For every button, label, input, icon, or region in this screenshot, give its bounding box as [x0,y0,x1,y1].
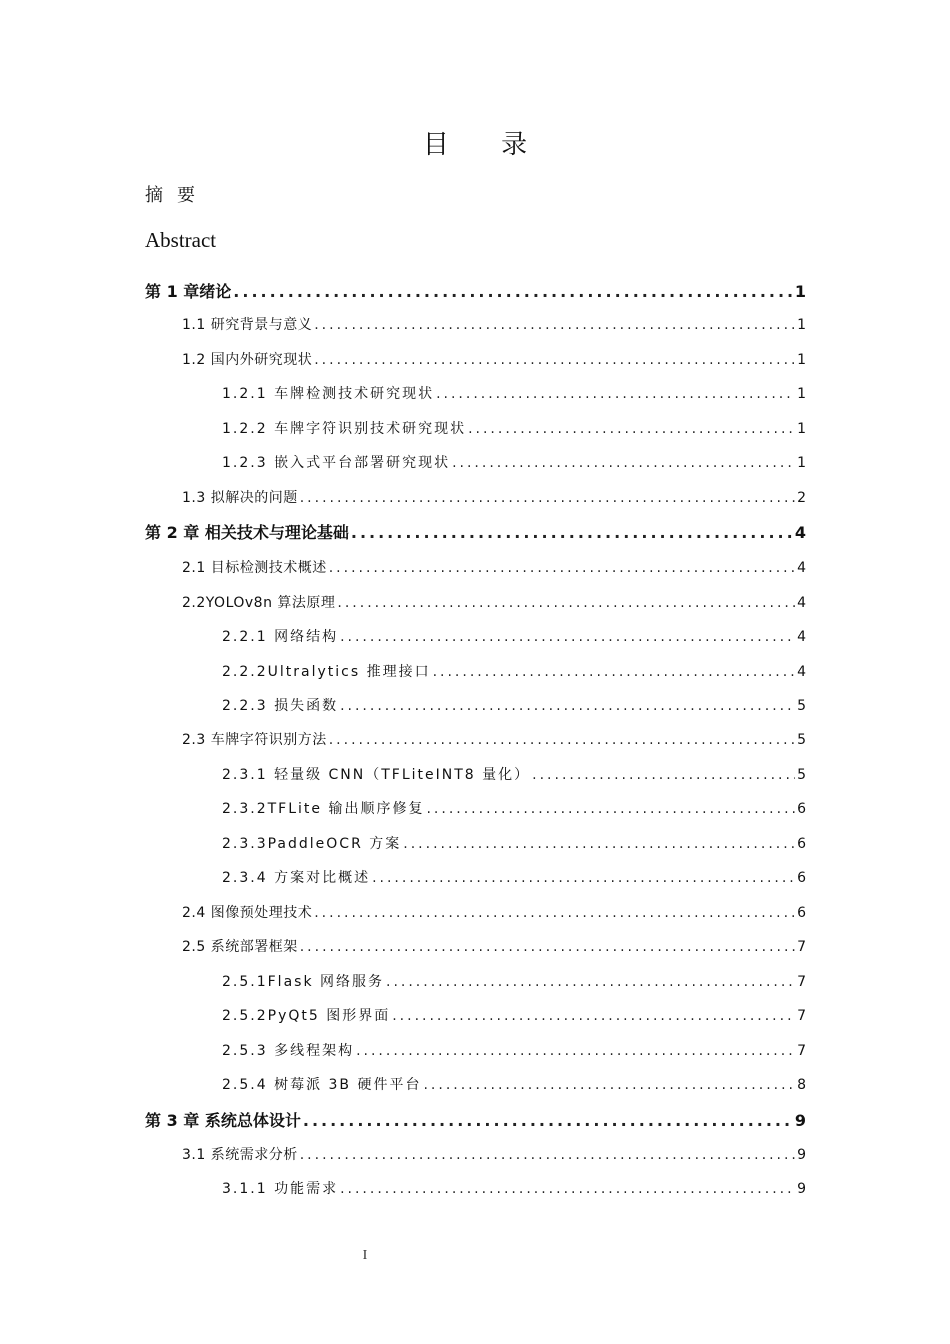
toc-entry[interactable] [182,557,806,581]
toc-entry-label: 第 2 章 相关技术与理论基础 [145,523,349,542]
toc-entry-label: 2.5.1Flask 网络服务 [222,974,384,990]
toc-dot-leader [314,317,795,333]
footer-page-number: I [362,1248,368,1263]
toc-entry-label: 2.2.3 损失函数 [222,698,339,714]
toc-entry-label: 3.1 系统需求分析 [182,1147,298,1163]
toc-entry[interactable] [222,1005,806,1029]
toc-entry-label: 2.5.3 多线程架构 [222,1043,355,1059]
toc-dot-leader [303,1111,793,1130]
toc-entry-page: 5 [797,767,806,783]
toc-entry[interactable] [182,592,806,616]
toc-dot-leader [340,629,795,645]
toc-entry-label: 2.3.2TFLite 输出顺序修复 [222,801,425,817]
toc-dot-leader [329,560,795,576]
toc-entry[interactable] [145,520,806,544]
page-title: 目 录 [422,130,550,160]
toc-entry[interactable] [222,626,806,650]
toc-entry-label: 2.5.4 树莓派 3B 硬件平台 [222,1077,422,1093]
toc-dot-leader [337,595,795,611]
toc-entry-label: 2.2YOLOv8n 算法原理 [182,595,336,611]
toc-entry-label: 1.3 拟解决的问题 [182,490,298,506]
toc-entry-label: 2.2.1 网络结构 [222,629,339,645]
toc-entry[interactable] [182,314,806,338]
toc-entry-page: 7 [797,1043,806,1059]
toc-entry-label: 2.3.3PaddleOCR 方案 [222,836,402,852]
toc-entry[interactable] [182,729,806,753]
toc-entry[interactable] [182,902,806,926]
toc-dot-leader [452,455,795,471]
toc-entry-label: 2.3.4 方案对比概述 [222,870,371,886]
toc-entry-page: 7 [797,939,806,955]
toc-entry-page: 8 [797,1077,806,1093]
toc-entry-label: 1.2.1 车牌检测技术研究现状 [222,386,435,402]
toc-entry-page: 4 [797,629,806,645]
toc-entry[interactable] [222,383,806,407]
toc-entry-page: 6 [797,801,806,817]
toc-entry[interactable] [222,1040,806,1064]
toc-entry-page: 1 [797,421,806,437]
toc-dot-leader [392,1008,795,1024]
toc-dot-leader [356,1043,795,1059]
toc-entry-page: 2 [797,490,806,506]
toc-entry[interactable] [222,764,806,788]
toc-dot-leader [340,1181,795,1197]
toc-dot-leader [233,282,793,301]
toc-entry-page: 6 [797,905,806,921]
toc-entry-label: 3.1.1 功能需求 [222,1181,339,1197]
toc-front-abstract-cn[interactable]: 摘要 [145,185,209,206]
toc-dot-leader [436,386,795,402]
toc-entry-label: 1.2.2 车牌字符识别技术研究现状 [222,421,467,437]
toc-dot-leader [300,490,795,506]
toc-entry-page: 1 [797,352,806,368]
toc-entry[interactable] [222,418,806,442]
toc-dot-leader [300,939,795,955]
toc-entry-label: 1.2.3 嵌入式平台部署研究现状 [222,455,451,471]
toc-dot-leader [314,905,795,921]
toc-entry[interactable] [222,695,806,719]
toc-entry-label: 1.2 国内外研究现状 [182,352,313,368]
toc-dot-leader [433,664,796,680]
toc-entry-label: 2.5 系统部署框架 [182,939,298,955]
toc-entry-label: 1.1 研究背景与意义 [182,317,313,333]
toc-entry-page: 1 [797,455,806,471]
toc-dot-leader [386,974,795,990]
toc-dot-leader [372,870,795,886]
toc-front-abstract-en[interactable]: Abstract [145,228,217,252]
toc-entry[interactable] [222,867,806,891]
toc-entry-label: 2.3 车牌字符识别方法 [182,732,327,748]
toc-entry[interactable] [222,971,806,995]
toc-entry-label: 2.5.2PyQt5 图形界面 [222,1008,391,1024]
toc-entry-page: 9 [797,1147,806,1163]
toc-entry[interactable] [182,936,806,960]
toc-entry[interactable] [222,798,806,822]
toc-entry[interactable] [222,1178,806,1202]
toc-entry-page: 4 [797,595,806,611]
toc-entry-page: 7 [797,974,806,990]
toc-dot-leader [468,421,795,437]
toc-entry[interactable] [182,349,806,373]
toc-entry-page: 7 [797,1008,806,1024]
toc-entry-page: 9 [797,1181,806,1197]
toc-entry-page: 5 [797,732,806,748]
toc-entry[interactable] [182,1144,806,1168]
toc-entry-page: 5 [797,698,806,714]
toc-entry-page: 4 [797,664,806,680]
toc-dot-leader [532,767,795,783]
toc-entry-page: 4 [794,523,806,542]
toc-entry-label: 2.4 图像预处理技术 [182,905,313,921]
toc-entry-page: 1 [794,282,806,301]
toc-entry[interactable] [222,1074,806,1098]
toc-entry[interactable] [222,833,806,857]
toc-entry-page: 9 [794,1111,806,1130]
toc-dot-leader [403,836,795,852]
toc-entry-page: 1 [797,386,806,402]
toc-dot-leader [314,352,795,368]
toc-dot-leader [340,698,795,714]
toc-entry-page: 1 [797,317,806,333]
toc-dot-leader [329,732,795,748]
toc-entry-label: 2.3.1 轻量级 CNN（TFLiteINT8 量化） [222,767,531,783]
toc-entry[interactable] [182,487,806,511]
toc-entry[interactable] [145,279,806,303]
toc-entry[interactable] [145,1108,806,1132]
toc-dot-leader [426,801,795,817]
toc-dot-leader [300,1147,795,1163]
toc-dot-leader [351,523,793,542]
toc-entry-label: 第 1 章绪论 [145,282,232,301]
toc-entry-page: 6 [797,870,806,886]
toc-dot-leader [423,1077,795,1093]
toc-entry[interactable] [222,661,806,685]
toc-entry-label: 2.1 目标检测技术概述 [182,560,327,576]
toc-entry[interactable] [222,452,806,476]
toc-entry-label: 第 3 章 系统总体设计 [145,1111,301,1130]
toc-entry-page: 6 [797,836,806,852]
toc-entry-page: 4 [797,560,806,576]
toc-entry-label: 2.2.2Ultralytics 推理接口 [222,664,431,680]
